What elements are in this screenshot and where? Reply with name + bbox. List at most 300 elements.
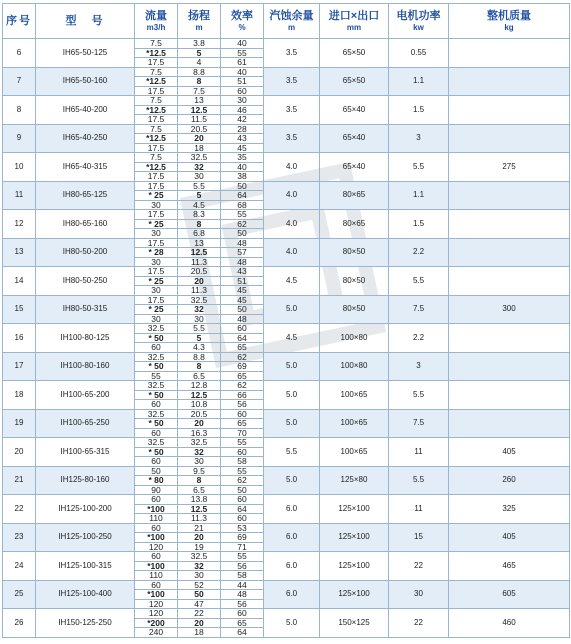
cell-model: IH150-125-250 xyxy=(36,609,135,638)
cell-head: 32.5 xyxy=(178,295,221,305)
cell-head: 13.8 xyxy=(178,495,221,505)
cell-head: 18 xyxy=(178,628,221,638)
cell-efficiency: 48 xyxy=(221,257,264,267)
cell-port: 80×50 xyxy=(320,295,389,324)
cell-efficiency: 70 xyxy=(221,428,264,438)
cell-flow: * 25 xyxy=(135,219,178,229)
table-row xyxy=(3,580,570,590)
cell-head: 5.5 xyxy=(178,181,221,191)
cell-port: 125×100 xyxy=(320,552,389,581)
cell-flow: 30 xyxy=(135,200,178,210)
cell-flow: 110 xyxy=(135,514,178,524)
table-row xyxy=(3,210,570,220)
cell-efficiency: 60 xyxy=(221,409,264,419)
cell-power: 7.5 xyxy=(389,409,449,438)
cell-efficiency: 56 xyxy=(221,561,264,571)
cell-npsh: 3.5 xyxy=(264,39,320,68)
cell-model: IH65-40-315 xyxy=(36,153,135,182)
table-row xyxy=(3,409,570,419)
cell-power: 0.55 xyxy=(389,39,449,68)
cell-port: 65×50 xyxy=(320,67,389,96)
cell-model: IH65-40-200 xyxy=(36,96,135,125)
cell-flow: 240 xyxy=(135,628,178,638)
header-model: 型 号 xyxy=(36,4,135,39)
cell-mass xyxy=(449,67,570,96)
table-header-row xyxy=(3,4,570,39)
cell-model: IH125-80-160 xyxy=(36,466,135,495)
cell-npsh: 5.0 xyxy=(264,352,320,381)
cell-flow: 60 xyxy=(135,343,178,353)
cell-npsh: 3.5 xyxy=(264,67,320,96)
cell-head: 11.3 xyxy=(178,257,221,267)
cell-flow: 50 xyxy=(135,466,178,476)
cell-flow: 7.5 xyxy=(135,96,178,106)
cell-flow: 32.5 xyxy=(135,324,178,334)
cell-head: 20 xyxy=(178,419,221,429)
cell-efficiency: 69 xyxy=(221,362,264,372)
cell-efficiency: 55 xyxy=(221,48,264,58)
cell-efficiency: 71 xyxy=(221,542,264,552)
header-efficiency: 效率 % xyxy=(221,4,264,39)
cell-efficiency: 65 xyxy=(221,343,264,353)
cell-efficiency: 35 xyxy=(221,153,264,163)
table-row xyxy=(3,295,570,305)
cell-flow: *12.5 xyxy=(135,162,178,172)
cell-npsh: 5.5 xyxy=(264,438,320,467)
cell-flow: * 25 xyxy=(135,191,178,201)
cell-seq: 14 xyxy=(3,267,36,296)
cell-seq: 24 xyxy=(3,552,36,581)
cell-seq: 20 xyxy=(3,438,36,467)
cell-flow: 32.5 xyxy=(135,352,178,362)
cell-head: 20.5 xyxy=(178,409,221,419)
cell-port: 80×65 xyxy=(320,181,389,210)
cell-model: IH80-65-125 xyxy=(36,181,135,210)
header-seq: 序号 xyxy=(3,4,36,39)
cell-efficiency: 62 xyxy=(221,381,264,391)
cell-port: 100×80 xyxy=(320,324,389,353)
cell-head: 50 xyxy=(178,590,221,600)
cell-head: 30 xyxy=(178,457,221,467)
cell-efficiency: 60 xyxy=(221,495,264,505)
cell-flow: *100 xyxy=(135,504,178,514)
header-mass: 整机质量 kg xyxy=(449,4,570,39)
cell-port: 125×100 xyxy=(320,580,389,609)
cell-port: 100×65 xyxy=(320,409,389,438)
cell-efficiency: 61 xyxy=(221,58,264,68)
cell-flow: 32.5 xyxy=(135,381,178,391)
cell-head: 12.8 xyxy=(178,381,221,391)
table-row xyxy=(3,124,570,134)
cell-power: 5.5 xyxy=(389,381,449,410)
cell-efficiency: 40 xyxy=(221,67,264,77)
cell-efficiency: 45 xyxy=(221,143,264,153)
table-row xyxy=(3,495,570,505)
cell-head: 30 xyxy=(178,172,221,182)
cell-efficiency: 65 xyxy=(221,419,264,429)
cell-efficiency: 51 xyxy=(221,77,264,87)
cell-port: 65×40 xyxy=(320,153,389,182)
cell-model: IH125-100-315 xyxy=(36,552,135,581)
cell-mass: 460 xyxy=(449,609,570,638)
cell-power: 1.5 xyxy=(389,96,449,125)
table-row xyxy=(3,153,570,163)
cell-model: IH80-50-200 xyxy=(36,238,135,267)
cell-npsh: 5.0 xyxy=(264,409,320,438)
cell-efficiency: 65 xyxy=(221,618,264,628)
cell-head: 5 xyxy=(178,333,221,343)
cell-efficiency: 48 xyxy=(221,314,264,324)
cell-seq: 7 xyxy=(3,67,36,96)
cell-flow: 60 xyxy=(135,552,178,562)
cell-model: IH125-100-250 xyxy=(36,523,135,552)
cell-model: IH80-50-250 xyxy=(36,267,135,296)
cell-mass xyxy=(449,181,570,210)
cell-head: 12.5 xyxy=(178,248,221,258)
cell-port: 65×50 xyxy=(320,39,389,68)
cell-flow: 17.5 xyxy=(135,238,178,248)
cell-seq: 16 xyxy=(3,324,36,353)
cell-flow: 17.5 xyxy=(135,58,178,68)
cell-head: 18 xyxy=(178,143,221,153)
cell-head: 11.3 xyxy=(178,514,221,524)
table-row xyxy=(3,181,570,191)
cell-npsh: 3.5 xyxy=(264,96,320,125)
cell-port: 100×80 xyxy=(320,352,389,381)
table-row xyxy=(3,466,570,476)
table-row xyxy=(3,67,570,77)
cell-head: 30 xyxy=(178,571,221,581)
cell-flow: 120 xyxy=(135,609,178,619)
cell-seq: 23 xyxy=(3,523,36,552)
table-row xyxy=(3,324,570,334)
cell-efficiency: 43 xyxy=(221,134,264,144)
cell-head: 11.5 xyxy=(178,115,221,125)
header-npsh: 汽蚀余量 m xyxy=(264,4,320,39)
cell-flow: *200 xyxy=(135,618,178,628)
cell-seq: 17 xyxy=(3,352,36,381)
header-port: 进口×出口 mm xyxy=(320,4,389,39)
cell-port: 100×65 xyxy=(320,438,389,467)
cell-flow: 55 xyxy=(135,371,178,381)
cell-head: 5 xyxy=(178,191,221,201)
cell-npsh: 6.0 xyxy=(264,552,320,581)
cell-npsh: 4.5 xyxy=(264,267,320,296)
cell-port: 80×50 xyxy=(320,238,389,267)
cell-npsh: 6.0 xyxy=(264,495,320,524)
cell-head: 16.3 xyxy=(178,428,221,438)
cell-flow: 7.5 xyxy=(135,124,178,134)
cell-mass: 405 xyxy=(449,523,570,552)
header-flow: 流量 m3/h xyxy=(135,4,178,39)
cell-efficiency: 28 xyxy=(221,124,264,134)
cell-npsh: 5.0 xyxy=(264,381,320,410)
cell-mass xyxy=(449,267,570,296)
cell-mass xyxy=(449,409,570,438)
cell-efficiency: 43 xyxy=(221,267,264,277)
cell-head: 32.5 xyxy=(178,153,221,163)
cell-flow: 17.5 xyxy=(135,267,178,277)
header-power: 电机功率 kw xyxy=(389,4,449,39)
table-row xyxy=(3,552,570,562)
cell-power: 1.1 xyxy=(389,181,449,210)
cell-flow: 60 xyxy=(135,428,178,438)
cell-npsh: 4.0 xyxy=(264,210,320,239)
cell-efficiency: 65 xyxy=(221,371,264,381)
cell-head: 32 xyxy=(178,561,221,571)
cell-flow: 30 xyxy=(135,229,178,239)
cell-flow: *100 xyxy=(135,590,178,600)
cell-head: 9.5 xyxy=(178,466,221,476)
cell-efficiency: 55 xyxy=(221,438,264,448)
cell-port: 125×100 xyxy=(320,495,389,524)
table-row xyxy=(3,438,570,448)
cell-npsh: 3.5 xyxy=(264,124,320,153)
cell-mass xyxy=(449,96,570,125)
cell-head: 8 xyxy=(178,77,221,87)
cell-head: 13 xyxy=(178,96,221,106)
cell-head: 6.8 xyxy=(178,229,221,239)
cell-head: 20.5 xyxy=(178,267,221,277)
cell-efficiency: 38 xyxy=(221,172,264,182)
cell-flow: 17.5 xyxy=(135,181,178,191)
cell-head: 21 xyxy=(178,523,221,533)
cell-head: 4.5 xyxy=(178,200,221,210)
cell-flow: 32.5 xyxy=(135,409,178,419)
cell-efficiency: 56 xyxy=(221,599,264,609)
cell-flow: 30 xyxy=(135,257,178,267)
cell-efficiency: 48 xyxy=(221,238,264,248)
cell-port: 80×50 xyxy=(320,267,389,296)
cell-flow: 17.5 xyxy=(135,143,178,153)
cell-mass xyxy=(449,210,570,239)
cell-mass: 605 xyxy=(449,580,570,609)
cell-head: 10.8 xyxy=(178,400,221,410)
cell-head: 12.5 xyxy=(178,390,221,400)
cell-seq: 12 xyxy=(3,210,36,239)
table-row xyxy=(3,267,570,277)
cell-flow: 7.5 xyxy=(135,67,178,77)
cell-efficiency: 60 xyxy=(221,447,264,457)
cell-head: 47 xyxy=(178,599,221,609)
cell-mass xyxy=(449,238,570,267)
cell-flow: *12.5 xyxy=(135,48,178,58)
cell-head: 20 xyxy=(178,618,221,628)
cell-mass: 465 xyxy=(449,552,570,581)
cell-head: 20 xyxy=(178,533,221,543)
cell-mass xyxy=(449,381,570,410)
cell-mass xyxy=(449,324,570,353)
cell-head: 8.8 xyxy=(178,352,221,362)
cell-head: 32.5 xyxy=(178,438,221,448)
cell-head: 13 xyxy=(178,238,221,248)
cell-efficiency: 56 xyxy=(221,400,264,410)
cell-mass: 405 xyxy=(449,438,570,467)
cell-model: IH65-40-250 xyxy=(36,124,135,153)
cell-npsh: 6.0 xyxy=(264,523,320,552)
cell-efficiency: 51 xyxy=(221,276,264,286)
cell-head: 8.8 xyxy=(178,67,221,77)
cell-head: 22 xyxy=(178,609,221,619)
cell-npsh: 5.0 xyxy=(264,295,320,324)
cell-mass: 275 xyxy=(449,153,570,182)
cell-mass xyxy=(449,124,570,153)
cell-head: 32 xyxy=(178,162,221,172)
cell-model: IH125-100-200 xyxy=(36,495,135,524)
cell-flow: 110 xyxy=(135,571,178,581)
cell-efficiency: 44 xyxy=(221,580,264,590)
cell-efficiency: 62 xyxy=(221,219,264,229)
cell-efficiency: 60 xyxy=(221,609,264,619)
table-row xyxy=(3,96,570,106)
cell-efficiency: 50 xyxy=(221,181,264,191)
cell-head: 4 xyxy=(178,58,221,68)
cell-head: 5 xyxy=(178,48,221,58)
cell-flow: *12.5 xyxy=(135,77,178,87)
cell-seq: 22 xyxy=(3,495,36,524)
cell-npsh: 4.0 xyxy=(264,153,320,182)
cell-flow: 60 xyxy=(135,457,178,467)
cell-efficiency: 50 xyxy=(221,485,264,495)
cell-efficiency: 45 xyxy=(221,286,264,296)
cell-power: 7.5 xyxy=(389,295,449,324)
cell-head: 12.5 xyxy=(178,105,221,115)
cell-flow: *12.5 xyxy=(135,105,178,115)
cell-port: 150×125 xyxy=(320,609,389,638)
cell-flow: * 50 xyxy=(135,390,178,400)
cell-flow: * 80 xyxy=(135,476,178,486)
cell-port: 125×100 xyxy=(320,523,389,552)
cell-power: 2.2 xyxy=(389,238,449,267)
cell-head: 20 xyxy=(178,134,221,144)
cell-head: 8 xyxy=(178,476,221,486)
cell-head: 5.5 xyxy=(178,324,221,334)
cell-power: 1.5 xyxy=(389,210,449,239)
cell-head: 8 xyxy=(178,219,221,229)
cell-flow: * 28 xyxy=(135,248,178,258)
cell-model: IH100-65-250 xyxy=(36,409,135,438)
cell-power: 22 xyxy=(389,609,449,638)
cell-model: IH100-80-125 xyxy=(36,324,135,353)
cell-efficiency: 62 xyxy=(221,476,264,486)
cell-seq: 21 xyxy=(3,466,36,495)
cell-efficiency: 40 xyxy=(221,162,264,172)
cell-flow: 7.5 xyxy=(135,39,178,49)
cell-efficiency: 68 xyxy=(221,200,264,210)
cell-efficiency: 50 xyxy=(221,229,264,239)
cell-power: 5.5 xyxy=(389,466,449,495)
cell-power: 3 xyxy=(389,352,449,381)
cell-npsh: 4.5 xyxy=(264,324,320,353)
cell-mass xyxy=(449,352,570,381)
cell-power: 1.1 xyxy=(389,67,449,96)
cell-seq: 15 xyxy=(3,295,36,324)
cell-model: IH65-50-125 xyxy=(36,39,135,68)
cell-seq: 11 xyxy=(3,181,36,210)
cell-mass: 325 xyxy=(449,495,570,524)
table-row xyxy=(3,238,570,248)
cell-flow: 60 xyxy=(135,400,178,410)
cell-flow: *12.5 xyxy=(135,134,178,144)
cell-efficiency: 30 xyxy=(221,96,264,106)
cell-flow: * 25 xyxy=(135,305,178,315)
cell-power: 2.2 xyxy=(389,324,449,353)
cell-efficiency: 62 xyxy=(221,352,264,362)
cell-efficiency: 55 xyxy=(221,552,264,562)
cell-flow: * 50 xyxy=(135,362,178,372)
cell-npsh: 4.0 xyxy=(264,181,320,210)
cell-flow: *100 xyxy=(135,561,178,571)
cell-head: 8.3 xyxy=(178,210,221,220)
cell-head: 7.5 xyxy=(178,86,221,96)
cell-efficiency: 46 xyxy=(221,105,264,115)
cell-efficiency: 58 xyxy=(221,457,264,467)
cell-flow: 120 xyxy=(135,599,178,609)
cell-head: 32 xyxy=(178,305,221,315)
cell-efficiency: 66 xyxy=(221,390,264,400)
cell-head: 12.5 xyxy=(178,504,221,514)
cell-port: 65×40 xyxy=(320,124,389,153)
cell-head: 20.5 xyxy=(178,124,221,134)
cell-flow: 7.5 xyxy=(135,153,178,163)
cell-head: 52 xyxy=(178,580,221,590)
table-row xyxy=(3,381,570,391)
table-row xyxy=(3,609,570,619)
cell-power: 11 xyxy=(389,495,449,524)
cell-flow: 32.5 xyxy=(135,438,178,448)
cell-efficiency: 64 xyxy=(221,333,264,343)
cell-flow: 17.5 xyxy=(135,86,178,96)
cell-flow: * 50 xyxy=(135,333,178,343)
cell-efficiency: 50 xyxy=(221,305,264,315)
table-row xyxy=(3,523,570,533)
cell-flow: 30 xyxy=(135,286,178,296)
cell-power: 22 xyxy=(389,552,449,581)
cell-power: 5.5 xyxy=(389,153,449,182)
cell-flow: * 25 xyxy=(135,276,178,286)
cell-efficiency: 57 xyxy=(221,248,264,258)
cell-head: 3.8 xyxy=(178,39,221,49)
cell-npsh: 5.0 xyxy=(264,466,320,495)
cell-mass xyxy=(449,39,570,68)
cell-flow: 17.5 xyxy=(135,210,178,220)
cell-flow: *100 xyxy=(135,533,178,543)
pump-spec-table xyxy=(2,3,570,638)
cell-npsh: 5.0 xyxy=(264,609,320,638)
cell-head: 19 xyxy=(178,542,221,552)
cell-power: 3 xyxy=(389,124,449,153)
cell-efficiency: 60 xyxy=(221,514,264,524)
cell-flow: 120 xyxy=(135,542,178,552)
cell-head: 20 xyxy=(178,276,221,286)
cell-efficiency: 64 xyxy=(221,504,264,514)
cell-head: 8 xyxy=(178,362,221,372)
cell-seq: 25 xyxy=(3,580,36,609)
cell-head: 11.3 xyxy=(178,286,221,296)
cell-power: 5.5 xyxy=(389,267,449,296)
table-row xyxy=(3,352,570,362)
cell-efficiency: 60 xyxy=(221,324,264,334)
table-row xyxy=(3,39,570,49)
cell-flow: * 50 xyxy=(135,447,178,457)
cell-efficiency: 55 xyxy=(221,210,264,220)
cell-efficiency: 69 xyxy=(221,533,264,543)
cell-efficiency: 48 xyxy=(221,590,264,600)
cell-seq: 13 xyxy=(3,238,36,267)
cell-head: 6.5 xyxy=(178,371,221,381)
cell-port: 125×80 xyxy=(320,466,389,495)
cell-flow: 60 xyxy=(135,495,178,505)
